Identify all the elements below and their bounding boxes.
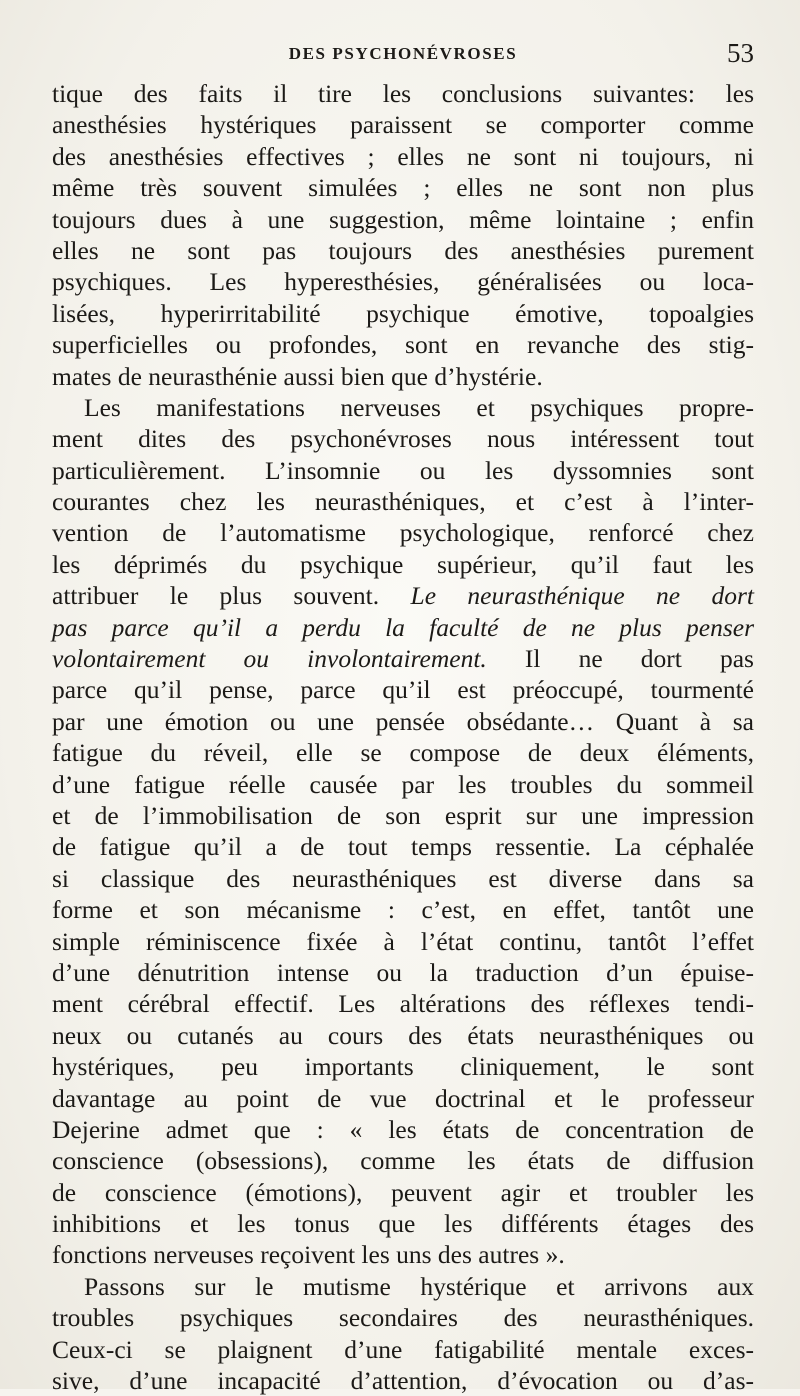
text-run: courantes chez les neurasthéniques, et c’est à l’inter- bbox=[52, 487, 754, 517]
text-line bbox=[52, 549, 754, 580]
text-run: fonctions nerveuses reçoivent les uns des autres ». bbox=[52, 1240, 565, 1270]
text-line bbox=[52, 392, 754, 423]
text-run: superficielles ou profondes, sont en revanche des stig- bbox=[52, 330, 754, 360]
text-run: vention de l’automatisme psychologique, renforcé chez bbox=[52, 518, 754, 548]
text-line bbox=[52, 141, 754, 172]
text-run: d’une fatigue réelle causée par les troubles du sommeil bbox=[52, 769, 754, 799]
text-run: inhibitions et les tonus que les différents étages des bbox=[52, 1209, 754, 1239]
text-line bbox=[52, 78, 754, 109]
text-line bbox=[52, 361, 754, 392]
text-run: et de l’immobilisation de son esprit sur une impression bbox=[52, 800, 754, 830]
text-line bbox=[52, 1334, 754, 1365]
text-line bbox=[52, 643, 754, 674]
text-line bbox=[52, 926, 754, 957]
text-run: simple réminiscence fixée à l’état continu, tantôt l’effet bbox=[52, 926, 754, 956]
text-line bbox=[52, 580, 754, 611]
text-run: Ceux-ci se plaignent d’une fatigabilité mentale exces- bbox=[52, 1334, 754, 1364]
text-line bbox=[52, 486, 754, 517]
text-run: conscience (obsessions), comme les états de diffusion bbox=[52, 1146, 754, 1176]
text-run: par une émotion ou une pensée obsédante… Quant à sa bbox=[52, 706, 754, 736]
text-line bbox=[52, 831, 754, 862]
text-line bbox=[52, 266, 754, 297]
text-line bbox=[52, 1020, 754, 1051]
italic-text: pas parce qu’il a perdu la faculté de ne plus penser bbox=[52, 612, 754, 642]
text-line bbox=[52, 329, 754, 360]
text-run: toujours dues à une suggestion, même lointaine ; enfin bbox=[52, 204, 754, 234]
text-run: mates de neurasthénie aussi bien que d’hystérie. bbox=[52, 361, 543, 391]
text-run: de fatigue qu’il a de tout temps ressentie. La céphalée bbox=[52, 832, 754, 862]
page-number: 53 bbox=[727, 38, 754, 68]
text-run: neux ou cutanés au cours des états neurasthéniques ou bbox=[52, 1020, 754, 1050]
text-run: particulièrement. L’insomnie ou les dyssomnies sont bbox=[52, 455, 754, 485]
italic-text: volontairement ou involontairement. bbox=[52, 644, 487, 674]
text-line bbox=[52, 800, 754, 831]
text-run: même très souvent simulées ; elles ne sont non plus bbox=[52, 173, 754, 203]
text-run: ment cérébral effectif. Les altérations des réflexes tendi- bbox=[52, 989, 754, 1019]
text-run: si classique des neurasthéniques est diverse dans sa bbox=[52, 863, 754, 893]
text-line bbox=[52, 1145, 754, 1176]
text-run: de conscience (émotions), peuvent agir et troubler les bbox=[52, 1177, 754, 1207]
text-run: attribuer le plus souvent. bbox=[52, 581, 411, 611]
body-text bbox=[52, 78, 754, 1396]
italic-text: Le neurasthénique ne dort bbox=[410, 581, 754, 611]
text-run: davantage au point de vue doctrinal et le professeur bbox=[52, 1083, 754, 1113]
text-run: des anesthésies effectives ; elles ne sont ni toujours, ni bbox=[52, 141, 754, 171]
text-line bbox=[52, 988, 754, 1019]
text-line bbox=[52, 109, 754, 140]
text-line bbox=[52, 957, 754, 988]
text-line bbox=[52, 737, 754, 768]
text-line bbox=[52, 1051, 754, 1082]
text-line bbox=[52, 1083, 754, 1114]
text-line bbox=[52, 204, 754, 235]
text-line bbox=[52, 769, 754, 800]
running-title: DES PSYCHONÉVROSES bbox=[288, 44, 518, 63]
text-run: forme et son mécanisme : c’est, en effet, tantôt une bbox=[52, 895, 754, 925]
text-run: Dejerine admet que : « les états de concentration de bbox=[52, 1114, 754, 1144]
text-run: ment dites des psychonévroses nous intéressent tout bbox=[52, 424, 754, 454]
text-line bbox=[52, 298, 754, 329]
text-run: fatigue du réveil, elle se compose de deux éléments, bbox=[52, 738, 754, 768]
text-line bbox=[52, 517, 754, 548]
text-run: Passons sur le mutisme hystérique et arrivons aux bbox=[84, 1271, 754, 1301]
text-line bbox=[52, 674, 754, 705]
text-run: d’une dénutrition intense ou la traduction d’un épuise- bbox=[52, 957, 754, 987]
text-line bbox=[52, 1302, 754, 1333]
text-line bbox=[52, 172, 754, 203]
text-line bbox=[52, 706, 754, 737]
text-run: lisées, hyperirritabilité psychique émotive, topoalgies bbox=[52, 298, 754, 328]
text-line bbox=[52, 235, 754, 266]
text-run: tique des faits il tire les conclusions suivantes: les bbox=[52, 79, 754, 108]
text-line bbox=[52, 1365, 754, 1396]
text-line bbox=[52, 423, 754, 454]
text-line bbox=[52, 1239, 754, 1270]
text-run: hystériques, peu importants cliniquement, le sont bbox=[52, 1052, 754, 1082]
text-run: troubles psychiques secondaires des neurasthéniques. bbox=[52, 1303, 754, 1333]
text-line bbox=[52, 1114, 754, 1145]
text-line bbox=[52, 455, 754, 486]
text-line bbox=[52, 863, 754, 894]
text-line bbox=[52, 1177, 754, 1208]
text-run: les déprimés du psychique supérieur, qu’il faut les bbox=[52, 549, 754, 579]
text-line bbox=[52, 1208, 754, 1239]
text-run: sive, d’une incapacité d’attention, d’évocation ou d’as- bbox=[52, 1366, 754, 1396]
text-line bbox=[52, 1271, 754, 1302]
text-line bbox=[52, 894, 754, 925]
text-line bbox=[52, 612, 754, 643]
text-run: anesthésies hystériques paraissent se comporter comme bbox=[52, 110, 754, 140]
text-run: Il ne dort pas bbox=[486, 644, 754, 674]
text-run: Les manifestations nerveuses et psychiques propre- bbox=[84, 392, 754, 422]
text-run: elles ne sont pas toujours des anesthésies purement bbox=[52, 235, 754, 265]
text-run: parce qu’il pense, parce qu’il est préoccupé, tourmenté bbox=[52, 675, 754, 705]
page-header bbox=[52, 38, 754, 72]
text-run: psychiques. Les hyperesthésies, généralisées ou loca- bbox=[52, 267, 754, 297]
